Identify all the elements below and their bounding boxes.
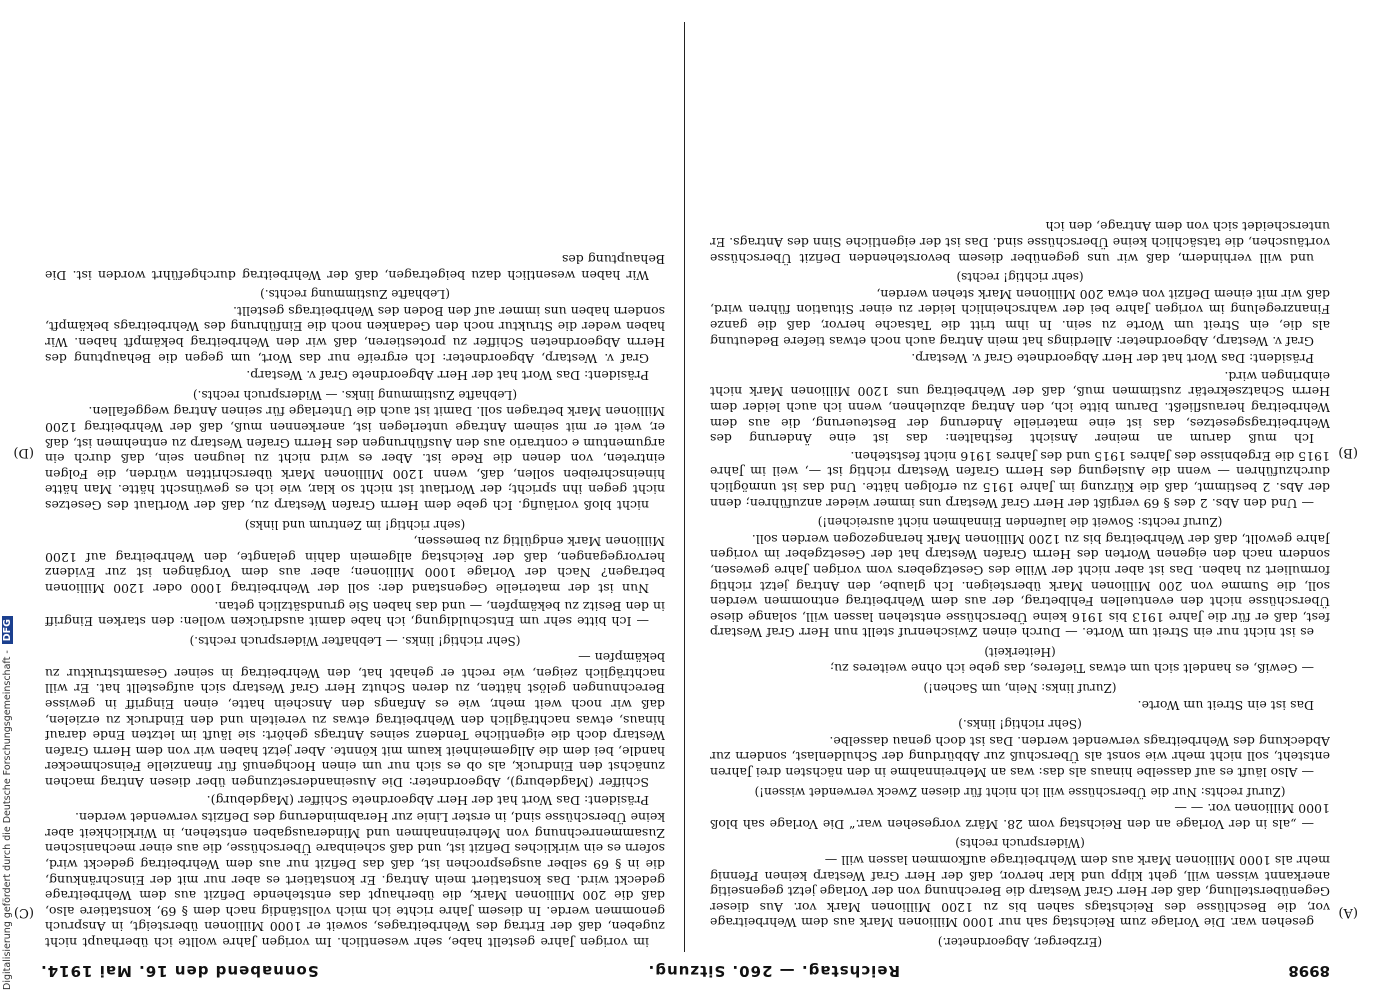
interjection: (Lebhafte Zustimmung rechts.) — [260, 287, 450, 302]
paragraph: Ich muß darum an meiner Ansicht festhalten: das ist eine Änderung des Wehrbeitragsgesetzes, das ist eine materielle Änderung der Besteuerung, die aus dem Wehrbeitrag herausfließt. Darum bitte ich, den Antrag abzulehnen, wenn ich auch leider dem Herrn Schatzsekretär zustimmen muß, daß der Wehrbeitrag uns 1200 Millionen Mark nicht einbringen wird. — [710, 368, 1330, 447]
interjection: (Widerspruch rechts) — [955, 836, 1085, 851]
interjection: (sehr richtig! im Zentrum und links) — [244, 517, 466, 532]
paragraph: — Ich bitte sehr um Entschuldigung, ich habe damit ausdrücken wollen: den starken Eingriff in den Besitz zu bekämpfen, — und das haben Sie grundsätzlich getan. — [45, 598, 665, 630]
interjection: (Sehr richtig! links. — Lebhafter Widerspruch rechts.) — [189, 633, 521, 648]
paragraph: und will verhindern, daß wir uns gegenüber diesem bevorstehenden Defizit Überschüsse vortäuschen, die tatsächlich keine Überschüsse sind. Das ist der eigentliche Sinn des Antrags. Er unterscheidet sich von dem Antrage, den ich — [710, 219, 1330, 266]
paragraph: Das ist ein Streit um Worte. — [1137, 697, 1314, 713]
paragraph: Präsident: Das Wort hat der Herr Abgeordnete Schiffer (Magdeburg). — [206, 792, 649, 808]
footer-credit — [2, 10, 16, 990]
paragraph: — „als in der Vorlage an den Reichstag vom 28. März vorgesehen war.“ Die Vorlage sah bloß 1000 Millionen vor. — — — [710, 801, 1330, 832]
paragraph: Schiffer (Magdeburg), Abgeordneter: Die Auseinandersetzungen über diesen Antrag machen zunächst den Eindruck, als ob es sich nur um einen Hochgenuß für finanzielle Feinschmecker handle, bei dem die Allgemeinheit kaum mit könnte. Aber jetzt haben wir von dem Herrn Grafen Westarp doch die eigentliche Tendenz seines Antrags gehört: sie läuft im letzten Ende darauf hinaus, etwas nachträglich den Wehrbeitrag etwas zu vereiteln und den Eindruck zu erzielen, daß wir noch weit mehr, wie es Anfangs den Anschein hatte, einen Eingriff in gewisse Berechnungen gelöst hätten, zu deren Schutz Herr Graf Westarp sich aufgestellt hat. Er will nachträglich zeigen, wie recht er gehabt hat, den Wehrbeitrag in seiner Gesamtstruktur zu bekämpfen — — [45, 650, 665, 791]
interjection: (sehr richtig! rechts) — [956, 270, 1084, 285]
page-number: 8998 — [1288, 962, 1330, 980]
paragraph: Präsident: Das Wort hat der Herr Abgeordnete Graf v. Westarp. — [246, 368, 649, 384]
right-column — [45, 20, 665, 950]
margin-marker-d: (D) — [13, 445, 34, 460]
paragraph: Nun ist der materielle Gegenstand der: soll der Wehrbeitrag 1000 oder 1200 Millionen betragen? Nach der Vorlage 1000 Millionen; aber aus dem Vorgängen ist zur Evidenz hervorgegangen, daß der Reichstag allgemein dahin gelangte, den Wehrbeitrag auf 1200 Millionen Mark endgültig zu bemessen, — [45, 534, 665, 596]
paragraph: gesehen war. Die Vorlage zum Reichstag sah nur 1000 Millionen Mark aus dem Wehrbeitrage vor, die Beschlüsse des Reichstags sahen bis zu 1200 Millionen Mark vor. Aus dieser Gegenüberstellung, daß der Herr Graf Westarp die Berechnung von der Vorlage jetzt gegenseitig anerkannt wissen will, geht klipp und klar hervor, daß der Herr Graf Westarp keinen Pfennig mehr als 1000 Millionen Mark aus dem Wehrbeitrage aufkommen lassen will — — [710, 853, 1330, 931]
paragraph: nicht bloß vorläufig. Ich gebe dem Herrn Grafen Westarp zu, daß der Wortlaut des Gesetzes nicht gegen ihn spricht; der Wortlaut ist nicht so klar, wie ich es gewünscht hätte. Man hätte hineinschreiben sollen, daß, wenn 1200 Millionen Mark überschritten würden, die Folgen eintreten, von denen die Rede ist. Aber es wird nicht zu leugnen sein, daß durch ein argumentum e contrario aus den Ausführungen des Herrn Grafen Westarp zu entnehmen ist, daß er, weit er mit seinem Antrage unterlegen ist, anerkennen muß, daß der Wehrbeitrag 1200 Millionen Mark betragen soll. Damit ist auch die Unterlage für seinen Antrag weggefallen. — [45, 404, 665, 513]
paragraph: Graf v. Westarp, Abgeordneter: Allerdings hat mein Antrag auch noch etwas tiefere Bedeutung als die, ein Streit um Worte zu sein. In ihm tritt die Tatsache hervor, daß die ganze Finanzregelung im vorigen Jahre bei der wahrscheinlich leider zu einer Situation führen wird, daß wir mit einem Defizit von etwa 200 Millionen Mark stehen werden, — [710, 286, 1330, 349]
left-column — [710, 20, 1330, 950]
paragraph: Präsident: Das Wort hat der Herr Abgeordnete Graf v. Westarp. — [911, 351, 1314, 367]
running-header — [40, 958, 1330, 980]
paragraph: — Gewiß, es handelt sich um etwas Tieferes, das gebe ich ohne weiteres zu; — [829, 661, 1314, 677]
header-date: Sonnabend den 16. Mai 1914. — [40, 962, 319, 980]
interjection: (Zuruf rechts: Nur die Überschüsse will ich nicht für diesen Zweck verwendet wissen!) — [754, 784, 1286, 799]
paragraph: Wir haben wesentlich dazu beigetragen, daß der Wehrbeitrag durchgeführt worden ist. Die Behauptung des — [45, 252, 665, 283]
paragraph: im vorigen Jahre gestellt habe, sehr wesentlich. Im vorigen Jahre wollte ich überhaupt nicht zugeben, daß der Ertrag des Wehrbeitrages, soweit er 1000 Millionen übersteigt, in Anspruch genommen werde. In diesem Jahre richte ich mich vollständig nach dem § 69, konstatiere also, daß die 200 Millionen Mark, die überhaupt das entstehende Defizit aus dem Wehrbeitrage gedeckt wird. Das konstatiert mein Antrag. Er konstatiert es aber nur mit der Einschränkung, die in § 69 selber ausgesprochen ist, daß das Defizit nur aus dem Wehrbeitrag gedeckt wird, sofern es ein wirkliches Defizit ist, und daß scheinbare Überschüsse, die aus einer mechanischen Zusammenrechnung von Mehreinnahmen und Minderausgaben entstehen, in Wirklichkeit aber keine Überschüsse sind, in erster Linie zur Herabminderung des Defizits verwendet werden. — [45, 810, 665, 950]
rotated-page — [13, 20, 1358, 980]
margin-marker-b: (B) — [1338, 445, 1358, 460]
margin-marker-a: (A) — [1338, 905, 1358, 920]
interjection: (Zuruf links: Nein, um Sachen!) — [923, 681, 1117, 696]
paragraph: es ist nicht nur ein Streit um Worte. — Durch einen Zwischenruf stellt nun Herr Graf Westarp fest, daß er für die Jahre 1913 bis 1916 keine Überschüsse entstehen lassen will, solange diese Überschüsse nicht den eventuellen Fehlbetrag, der aus dem Wehrbeitrag entnommen werden soll, die Summe von 200 Millionen Mark übersteigen. Ich glaube, den Antrag jetzt richtig formuliert zu haben. Das ist aber nicht der Wille des Gesetzgebers vom vorigen Jahre gewesen, sondern nach den eigenen Worten des Herrn Grafen Westarp hat der Gesetzgeber im vorigen Jahre gewollt, daß der Wehrbeitrag bis zu 1200 Millionen Mark herangezogen werden soll. — [710, 531, 1330, 641]
dfg-logo: DFG — [2, 616, 13, 644]
column-divider — [684, 22, 685, 952]
interjection: (Erzberger, Abgeordneter.) — [937, 935, 1103, 949]
interjection: (Zuruf rechts: Soweit die laufenden Einnahmen nicht ausreichen!) — [817, 515, 1223, 530]
paragraph: — Also läuft es auf dasselbe hinaus als das: was an Mehreinnahme in den nächsten drei Jahren entsteht, soll nicht mehr wie sonst als Überschuß zur Abbürdung der Schuldenlast, sondern zur Abdeckung des Wehrbeitrags verwendet werden. Das ist doch genau dasselbe. — [710, 733, 1330, 781]
footer-text: Digitalisierung gefördert durch die Deutsche Forschungsgemeinschaft - — [2, 650, 13, 990]
interjection: (Heiterkeit) — [984, 644, 1056, 659]
interjection: (Sehr richtig! links.) — [958, 717, 1082, 732]
header-title: Reichstag. — 260. Sitzung. — [647, 962, 900, 980]
interjection: (Lebhafte Zustimmung links. — Widerspruch rechts.) — [192, 387, 518, 402]
paragraph: Graf v. Westarp, Abgeordneter: Ich ergreife nur das Wort, um gegen die Behauptung des Herrn Abgeordneten Schiffer zu protestieren, daß wir den Wehrbeitrag bekämpft haben. Wir haben weder die Struktur noch den Gedanken noch die Einführung des Wehrbeitrags bekämpft, sondern haben uns immer auf den Boden des Wehrbeitrags gestellt. — [45, 303, 665, 366]
paragraph: — Und den Abs. 2 des § 69 vergißt der Herr Graf Westarp uns immer wieder anzuführen; denn der Abs. 2 bestimmt, daß die Kürzung im Jahre 1915 zu erfolgen hätte. Und das ist unmöglich durchzuführen — wenn die Auslegung des Herrn Grafen Westarp richtig ist —, weil im Jahre 1915 die Ergebnisse des Jahres 1915 und des Jahres 1916 nicht feststehen. — [710, 448, 1330, 511]
margin-marker-c: (C) — [13, 905, 34, 920]
